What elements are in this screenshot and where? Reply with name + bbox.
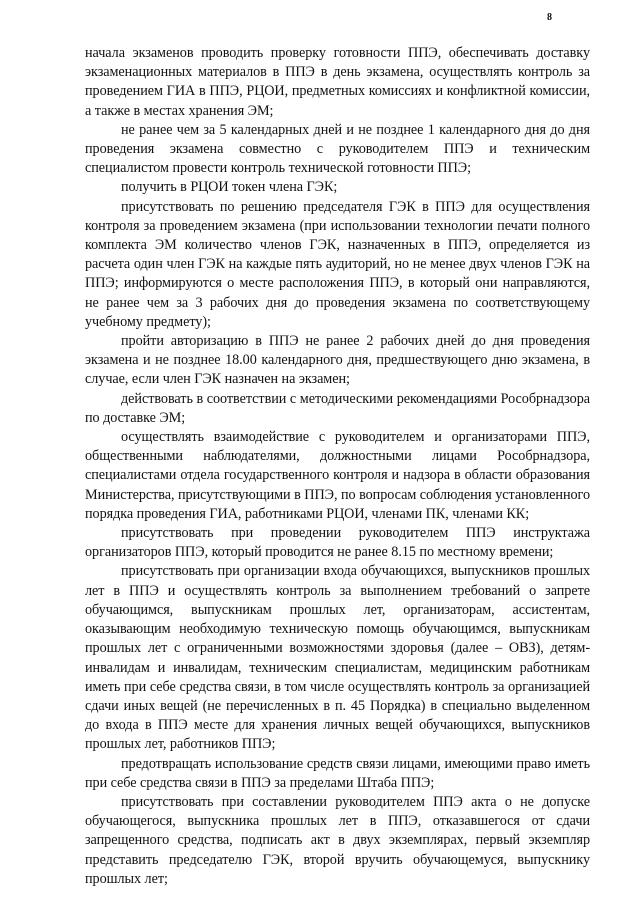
document-body <box>85 44 590 889</box>
paragraph: начала экзаменов проводить проверку готовности ППЭ, обеспечивать доставку экзаменационных материалов в ППЭ в день экзамена, осуществлять контроль за проведением ГИА в ППЭ, РЦОИ, предметных комиссиях и конфликтной комиссии, а также в местах хранения ЭМ; <box>85 45 590 119</box>
paragraph: предотвращать использование средств связи лицами, имеющими право иметь при себе средства связи в ППЭ за пределами Штаба ППЭ; <box>85 755 590 791</box>
paragraph: присутствовать при составлении руководителем ППЭ акта о не допуске обучающегося, выпускника прошлых лет в ППЭ, отказавшегося от сдачи запрещенного средства, подписать акт в двух экземплярах, первый экземпляр представить председателю ГЭК, второй вручить обучающемуся, выпускнику прошлых лет; <box>85 793 590 887</box>
paragraph: действовать в соответствии с методическими рекомендациями Рособрнадзора по доставке ЭМ; <box>85 390 590 426</box>
paragraph: присутствовать при организации входа обучающихся, выпускников прошлых лет в ППЭ и осуществлять контроль за выполнением требований о запрете обучающимся, выпускникам прошлых лет, организаторам, ассистентам, оказывающим необходимую техническую помощь обучающимся, выпускникам прошлых лет с ограниченными возможностями здоровья (далее – ОВЗ), детям-инвалидам и инвалидам, техническим специалистам, медицинским работникам иметь при себе средства связи, в том числе осуществлять контроль за организацией сдачи иных вещей (не перечисленных в п. 45 Порядка) в специально выделенном до входа в ППЭ месте для хранения личных вещей обучающихся, выпускников прошлых лет, работников ППЭ; <box>85 563 590 753</box>
paragraph: пройти авторизацию в ППЭ не ранее 2 рабочих дней до дня проведения экзамена и не позднее 18.00 календарного дня, предшествующего дню экзамена, в случае, если член ГЭК назначен на экзамен; <box>85 333 590 388</box>
paragraph: осуществлять взаимодействие с руководителем и организаторами ППЭ, общественными наблюдателями, должностными лицами Рособрнадзора, специалистами отдела государственного контроля и надзора в области образования Министерства, присутствующими в ППЭ, по вопросам соблюдения установленного порядка проведения ГИА, работниками РЦОИ, членами ПК, членами КК; <box>85 429 590 522</box>
paragraph: получить в РЦОИ токен члена ГЭК; <box>121 179 338 196</box>
paragraph: присутствовать при проведении руководителем ППЭ инструктажа организаторов ППЭ, который проводится не ранее 8.15 по местному времени; <box>85 525 590 561</box>
page-number: 8 <box>547 12 552 23</box>
paragraph: присутствовать по решению председателя ГЭК в ППЭ для осуществления контроля за проведением экзамена (при использовании технологии печати полного комплекта ЭМ количество членов ГЭК, назначенных в ППЭ, определяется из расчета один член ГЭК на каждые пять аудиторий, но не менее двух членов ГЭК на ППЭ; информируются о месте расположения ППЭ, в который они направляются, не ранее чем за 3 рабочих дня до проведения экзамена по соответствующему учебному предмету); <box>85 198 590 330</box>
paragraph: не ранее чем за 5 календарных дней и не позднее 1 календарного дня до дня проведения экзамена совместно с руководителем ППЭ и техническим специалистом провести контроль технической готовности ППЭ; <box>85 121 590 177</box>
